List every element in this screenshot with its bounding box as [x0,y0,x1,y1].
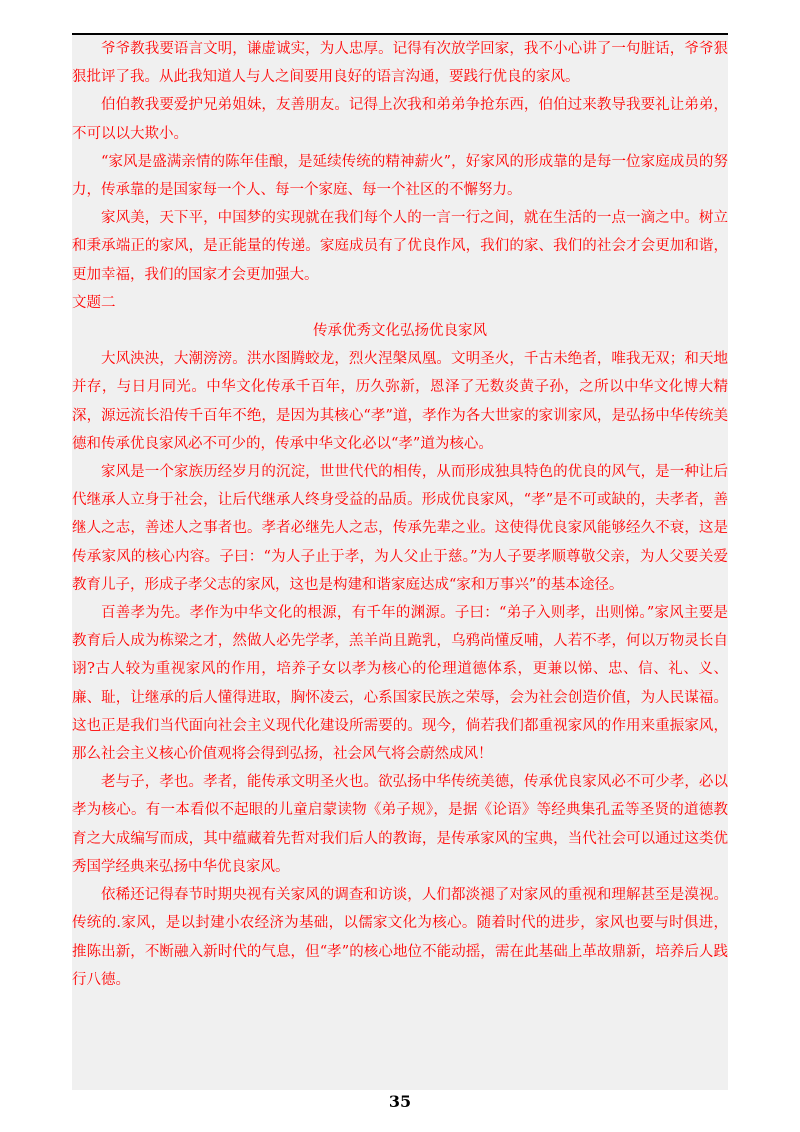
document-body [72,35,728,994]
paragraph: 爷爷教我要语言文明，谦虚诚实，为人忠厚。记得有次放学回家，我不小心讲了一句脏话，爷爷狠狠批评了我。从此我知道人与人之间要用良好的语言沟通，要践行优良的家风。 [72,41,728,86]
paragraph: 百善孝为先。孝作为中华文化的根源，有千年的渊源。子曰：“弟子入则孝，出则悌。”家风主要是教育后人成为栋梁之才，然做人必先学孝，羔羊尚且跪乳，乌鸦尚懂反哺，人若不孝，何以万物灵长自诩?古人较为重视家风的作用，培养子女以孝为核心的伦理道德体系，更兼以悌、忠、信、礼、义、廉、耻，让继承的后人懂得进取，胸怀凌云，心系国家民族之荣辱，会为社会创造价值，为人民谋福。这也正是我们当代面向社会主义现代化建设所需要的。现今，倘若我们都重视家风的作用来重振家风，那么社会主义核心价值观将会得到弘扬，社会风气将会蔚然成风！ [72,605,728,763]
paragraph: 老与子，孝也。孝者，能传承文明圣火也。欲弘扬中华传统美德，传承优良家风必不可少孝，必以孝为核心。有一本看似不起眼的儿童启蒙读物《弟子规》，是据《论语》等经典集孔孟等圣贤的道德教育之大成编写而成，其中蕴藏着先哲对我们后人的教诲，是传承家风的宝典，当代社会可以通过这类优秀国学经典来弘扬中华优良家风。 [72,774,728,875]
paragraph: 家风是一个家族历经岁月的沉淀，世世代代的相传，从而形成独具特色的优良的风气，是一种让后代继承人立身于社会，让后代继承人终身受益的品质。形成优良家风，“孝”是不可或缺的，夫孝者，善继人之志，善述人之事者也。孝者必继先人之志，传承先辈之业。这使得优良家风能够经久不衰，这是传承家风的核心内容。子曰：“为人子止于孝，为人父止于慈。”为人子要孝顺尊敬父亲，为人父要关爱教育儿子，形成子孝父志的家风，这也是构建和谐家庭达成“家和万事兴”的基本途径。 [72,464,728,593]
paragraph: 依稀还记得春节时期央视有关家风的调查和访谈，人们都淡褪了对家风的重视和理解甚至是漠视。传统的.家风，是以封建小农经济为基础，以儒家文化为核心。随着时代的进步，家风也要与时俱进，推陈出新，不断融入新时代的气息，但“孝”的核心地位不能动摇，需在此基础上革故鼎新，培养后人践行八德。 [72,887,728,988]
section-label: 文题二 [72,294,116,311]
paragraph: 家风美，天下平，中国梦的实现就在我们每个人的一言一行之间，就在生活的一点一滴之中。树立和秉承端正的家风，是正能量的传递。家庭成员有了优良作风，我们的家、我们的社会才会更加和谐，更加幸福，我们的国家才会更加强大。 [72,210,728,283]
paragraph: 伯伯教我要爱护兄弟姐妹，友善朋友。记得上次我和弟弟争抢东西，伯伯过来教导我要礼让弟弟，不可以以大欺小。 [72,97,728,142]
page-number: 35 [388,1092,412,1111]
paragraph: “家风是盛满亲情的陈年佳酿，是延续传统的精神薪火”，好家风的形成靠的是每一位家庭成员的努力，传承靠的是国家每一个人、每一个家庭、每一个社区的不懈努力。 [72,153,728,199]
paragraph: 大风泱泱，大潮滂滂。洪水图腾蛟龙，烈火涅槃凤凰。文明圣火，千古未绝者，唯我无双；和天地并存，与日月同光。中华文化传承千百年，历久弥新，恩泽了无数炎黄子孙，之所以中华文化博大精深，源远流长沿传千百年不绝，是因为其核心“孝”道，孝作为各大世家的家训家风，是弘扬中华传统美德和传承优良家风必不可少的，传承中华文化必以“孝”道为核心。 [72,351,728,452]
essay-title: 传承优秀文化弘扬优良家风 [313,323,487,340]
